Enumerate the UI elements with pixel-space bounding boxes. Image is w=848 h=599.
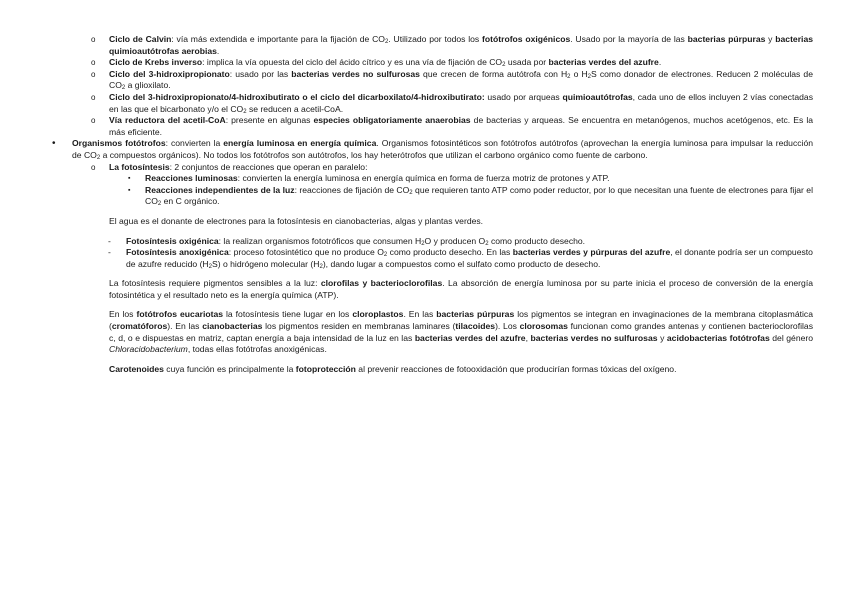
- circle-bullet-icon: o: [91, 58, 96, 68]
- list-item-fototrofos: • Organismos fotótrofos: convierten la energía luminosa en energía química. Organismos fotosintéticos son fotótrofos autótrofos (aprovechan la energía luminosa para impulsar la reducción de $CO_2$ a compuestos orgánicos). No todos los fotótrofos son autótrofos, los hay heterótrofos que utilizan el carbono orgánico como fuente de carbono.: [52, 138, 814, 161]
- circle-bullet-icon: o: [91, 92, 96, 102]
- list-item-fotosintesis: o La fotosíntesis: 2 conjuntos de reacciones que operan en paralelo:: [91, 161, 368, 172]
- list-item-krebs: o Ciclo de Krebs inverso: implica la vía opuesta del ciclo del ácido cítrico y es una vía de fijación de $CO_2$ usada por bacterias verdes del azufre.: [91, 57, 662, 69]
- document-page: [0, 34, 848, 375]
- circle-bullet-icon: o: [91, 35, 96, 44]
- list-item-anoxigenica: - Fotosíntesis anoxigénica: proceso fotosintético que no produce $O_2$ como producto desecho. En las bacterias verdes y púrpuras del azufre, el donante podría ser un compuesto de azufre reducido $(H_2S)$ o hidrógeno molecular $(H_2)$, dando lugar a compuestos como el sulfato como producto de desecho.: [108, 247, 813, 270]
- square-bullet-icon: ▪: [128, 186, 131, 194]
- list-item-reacciones-luminosas: ▪ Reacciones luminosas: convierten la energía luminosa en energía química en forma de fuerza motriz de protones y ATP.: [128, 173, 610, 184]
- list-item-3hp: o Ciclo del 3-hidroxipropionato: usado por las bacterias verdes no sulfurosas que crecen de forma autótrofa con $H_2$ o $H_2S$ como donador de electrones. Reducen 2 moléculas de $CO_2$ a glioxilato.: [91, 68, 813, 92]
- list-item-oxigenica: - Fotosíntesis oxigénica: la realizan organismos fototróficos que consumen $H_2O$ y producen $O_2$ como producto desecho.: [108, 235, 586, 247]
- circle-bullet-icon: o: [91, 116, 96, 126]
- paragraph-eucariotas: En los fotótrofos eucariotas la fotosíntesis tiene lugar en los cloroplastos. En las bacterias púrpuras los pigmentos se integran en invaginaciones de la membrana citoplasmática (cromatóforos). En las cianobacterias los pigmentos residen en membranas laminares (tilacoides). Los clorosomas funcionan como grandes antenas y contienen bacterioclorofilas c, d, o e dispuestas en matriz, captan energía a baja intensidad de la luz en las bacterias verdes del azufre, bacterias verdes no sulfurosas y acidobacterias fotótrofas del género Chloracidobacterium, todas ellas fotótrofas anoxigénicas.: [109, 309, 814, 355]
- bullet-icon: •: [52, 138, 56, 150]
- paragraph-carotenoides: Carotenoides cuya función es principalmente la fotoprotección al prevenir reacciones de fotooxidación que producirían formas tóxicas del oxígeno.: [109, 363, 677, 374]
- square-bullet-icon: ▪: [128, 175, 131, 183]
- list-item-reacciones-independientes: ▪ Reacciones independientes de la luz: reacciones de fijación de $CO_2$ que requieren tanto ATP como poder reductor, por lo que necesitan una fuente de electrones para fijar el $CO_2$ en C orgánico.: [128, 184, 813, 208]
- dash-bullet-icon: -: [108, 247, 111, 258]
- list-item-calvin: o Ciclo de Calvin: vía más extendida e importante para la fijación de $CO_2$. Utilizado por todos los fotótrofos oxigénicos. Usado por la mayoría de las bacterias púrpuras y bacterias quimioautótrofas aerobias.: [91, 34, 814, 56]
- paragraph-agua: El agua es el donante de electrones para la fotosíntesis en cianobacterias, algas y plantas verdes.: [109, 215, 484, 226]
- circle-bullet-icon: o: [91, 162, 96, 172]
- paragraph-pigmentos: La fotosíntesis requiere pigmentos sensibles a la luz: clorofilas y bacterioclorofilas. La absorción de energía luminosa por su parte inicia el proceso de conversión de la energía fotosintética y el resultado neto es la energía química (ATP).: [109, 278, 813, 300]
- dash-bullet-icon: -: [108, 235, 111, 246]
- list-item-3hp-4hb: o Ciclo del 3-hidroxipropionato/4-hidroxibutirato o el ciclo del dicarboxilato/4-hidroxibutirato: usado por arqueas quimioautótrofas, cada uno de ellos incluyen 2 vías conectadas en las que el bicarbonato y/o el $CO_2$ se reducen a acetil-CoA.: [91, 91, 813, 115]
- list-item-acetil-coa: o Vía reductora del acetil-CoA: presente en algunas especies obligatoriamente anaerobias de bacterias y arqueas. Se encuentra en metanógenos, muchos acetógenos, etc. Es la más eficiente.: [91, 115, 814, 137]
- circle-bullet-icon: o: [91, 69, 96, 79]
